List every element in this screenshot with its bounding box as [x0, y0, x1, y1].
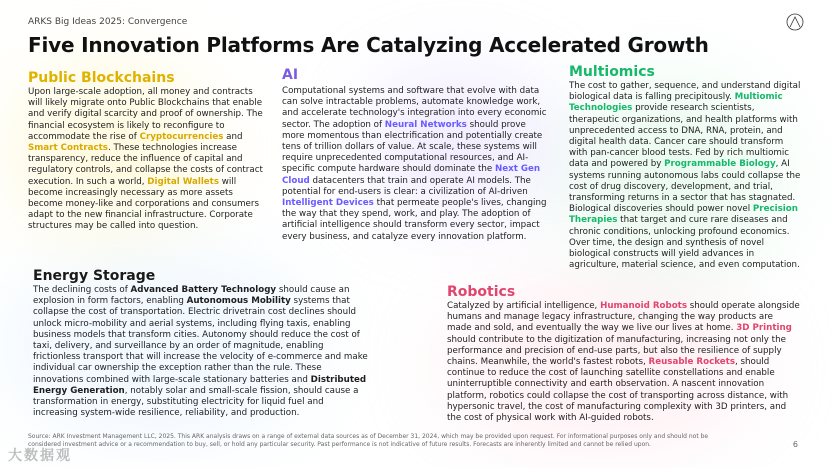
highlight-3d-printing: 3D Printing	[736, 323, 792, 334]
section-body-multiomics: The cost to gather, sequence, and understand digital biological data is falling precipitously. Multiomic Technologies provide research scientists, therapeutic organizations, and health platforms with unprecedented access to DNA, RNA, protein, and digital health data. Cancer care should transform with pan-cancer blood tests. Fed by rich multiomic data and powered by Programmable Biology, AI systems running autonomous labs could collapse the cost of drug discovery, development, and trial, transforming returns in a sector that has stagnated. Biological discoveries should power novel Precision Therapies that target and cure rare diseases and chronic conditions, unlocking profound economics. Over time, the design and synthesis of novel biological constructs will yield advances in agriculture, material science, and even computation.	[569, 81, 801, 271]
page-title: Five Innovation Platforms Are Catalyzing Accelerated Growth	[28, 33, 709, 57]
highlight-cryptocurrencies: Cryptocurrencies	[139, 131, 224, 142]
page-number: 6	[792, 440, 798, 449]
highlight-advanced-battery-technology: Advanced Battery Technology	[130, 285, 277, 295]
section-title-robotics: Robotics	[447, 284, 516, 300]
highlight-programmable-biology: Programmable Biology	[664, 159, 776, 170]
highlight-multiomic-technologies: Multiomic Technologies	[569, 92, 783, 114]
highlight-reusable-rockets: Reusable Rockets	[648, 357, 735, 368]
highlight-humanoid-robots: Humanoid Robots	[600, 301, 687, 311]
highlight-precision-therapies: Precision Therapies	[569, 204, 798, 226]
highlight-next-gen-cloud: Next Gen Cloud	[282, 164, 541, 186]
highlight-neural-networks: Neural Networks	[384, 119, 467, 130]
highlight-digital-wallets: Digital Wallets	[147, 176, 220, 187]
section-body-robotics: Catalyzed by artificial intelligence, Humanoid Robots should operate alongside humans and manage legacy infrastructure, changing the way products are made and sold, and eventually the way we live our lives at home. 3D Printing should contribute to the digitization of manufacturing, increasing not only the performance and precision of end-use parts, but also the resilience of supply chains. Meanwhile, the world's fastest robots, Reusable Rockets, should continue to reduce the cost of launching satellite constellations and enable uninterruptible connectivity and earth observation. A nascent innovation platform, robotics could collapse the cost of transporting across distance, with hypersonic travel, the cost of manufacturing complexity with 3D printers, and the cost of physical work with AI-guided robots.	[447, 301, 800, 424]
highlight-autonomous-mobility: Autonomous Mobility	[186, 296, 291, 307]
section-title-ai: AI	[282, 67, 299, 83]
ark-logo-icon	[786, 13, 804, 31]
highlight-distributed-energy-generation: Distributed Energy Generation	[33, 374, 367, 396]
section-title-multiomics: Multiomics	[569, 64, 655, 80]
section-body-ai: Computational systems and software that evolve with data can solve intractable problems, automate knowledge work, and accelerate technology's integration into every economic sector. The adoption of Neural Networks should prove more momentous than electrification and potentially create tens of trillion dollars of value. At scale, these systems will require unprecedented computational resources, and AI-specific compute hardware should dominate the Next Gen Cloud datacenters that train and operate AI models. The potential for end-users is clear: a civilization of AI-driven Intelligent Devices that permeate people's lives, changing the way that they spend, work, and play. The adoption of artificial intelligence should transform every sector, impact every business, and catalyze every innovation platform.	[282, 86, 547, 242]
highlight-smart-contracts: Smart Contracts	[28, 143, 108, 154]
section-body-blockchain: Upon large-scale adoption, all money and contracts will likely migrate onto Public Blockchains that enable and verify digital scarcity and proof of ownership. The financial ecosystem is likely to reconfigure to accommodate the rise of Cryptocurrencies and Smart Contracts. These technologies increase transparency, reduce the influence of capital and regulatory controls, and collapse the costs of contract execution. In such a world, Digital Wallets will become increasingly necessary as more assets become money-like and corporations and consumers adapt to the new financial infrastructure. Corporate structures may be called into question.	[28, 87, 263, 232]
section-title-blockchain: Public Blockchains	[28, 70, 175, 86]
section-body-energy-storage: The declining costs of Advanced Battery Technology should cause an explosion in form factors, enabling Autonomous Mobility systems that collapse the cost of transportation. Electric drivetrain cost declines should unlock micro-mobility and aerial systems, including flying taxis, enabling business models that transform cities. Autonomy should reduce the cost of taxi, delivery, and surveillance by an order of magnitude, enabling frictionless transport that will increase the velocity of e-commerce and make individual car ownership the exception rather than the rule. These innovations combined with large-scale stationary batteries and Distributed Energy Generation, notably solar and small-scale fission, should cause a transformation in energy, substituting electricity for liquid fuel and increasing system-wide resilience, reliability, and production.	[33, 285, 368, 419]
section-title-energy-storage: Energy Storage	[33, 268, 156, 284]
highlight-intelligent-devices: Intelligent Devices	[282, 198, 374, 209]
deck-topline: ARKS Big Ideas 2025: Convergence	[28, 17, 188, 27]
watermark-logo: 大数据观	[8, 448, 72, 464]
footer-disclaimer: Source: ARK Investment Management LLC, 2025. This ARK analysis draws on a range of external data sources as of December 31, 2024, which may be provided upon request. For informational purposes only and should not be considered investment advice or a recommendation to buy, sell, or hold any particular security. Past performance is not indicative of future results. Forecasts are inherently limited and cannot be relied upon.	[28, 433, 709, 448]
